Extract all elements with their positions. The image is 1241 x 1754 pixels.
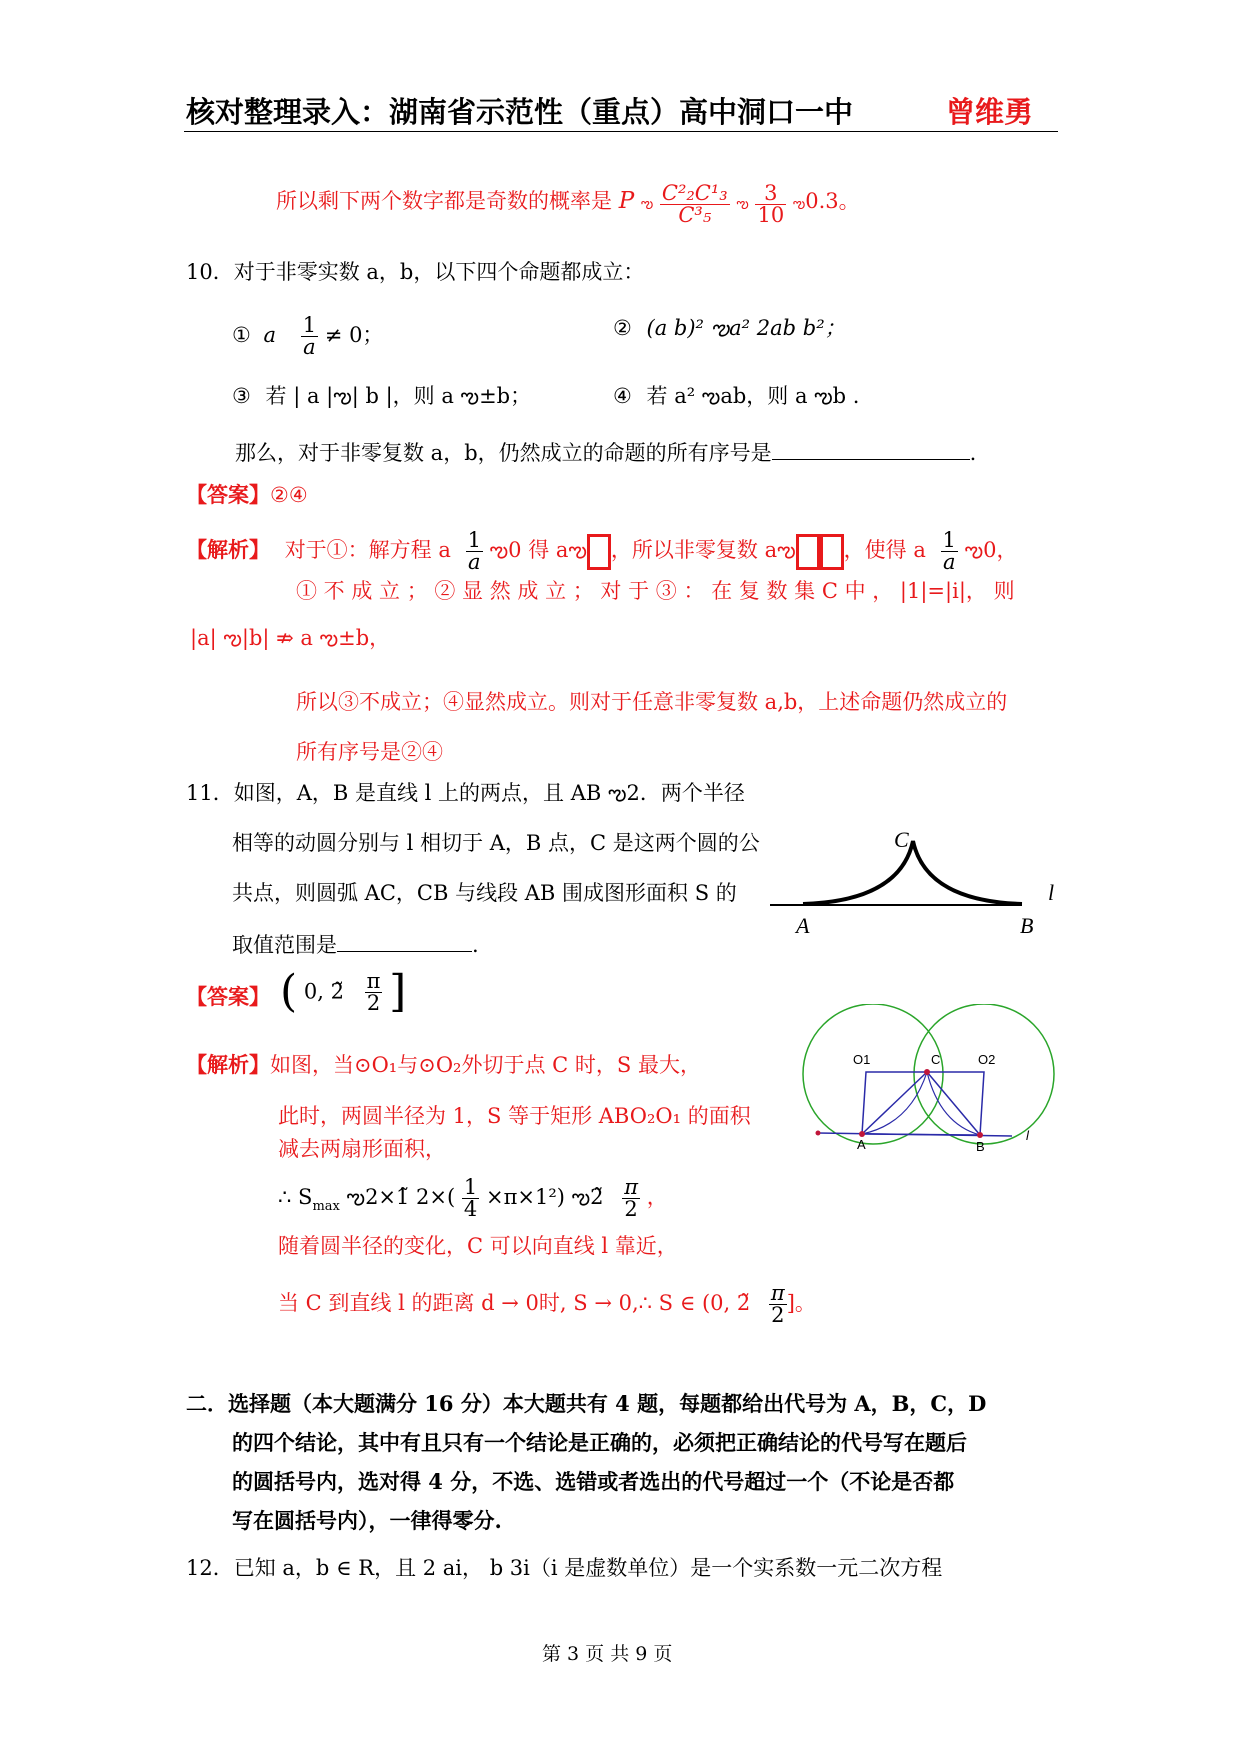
q11-a4-end: ， [646, 1185, 668, 1209]
q11-a4-fd: 4 [463, 1197, 478, 1221]
q11-a4-frac [462, 1177, 479, 1220]
q11-line3: 共点，则圆弧 AC，CB 与线段 AB 围成图形面积 S 的 [232, 881, 737, 905]
prev-op3: ఌ [792, 196, 806, 212]
q11-line1: 11．如图，A，B 是直线 l 上的两点，且 AB ఌ2．两个半径 [186, 781, 745, 805]
q10-p3-num: ③ [232, 384, 251, 408]
q11-a6-pd: 2 [771, 1303, 785, 1327]
q11-a6-end: ]。 [786, 1291, 816, 1315]
q10-prop2 [613, 318, 846, 339]
q11-a4-pd: 2 [624, 1197, 638, 1221]
prev-end: 。 [838, 189, 860, 213]
q11-a4-pre: ∴ S [278, 1185, 313, 1209]
point-l-end [816, 1131, 821, 1136]
interval-two: 2̃ [330, 979, 344, 1004]
interval-left: 0, [303, 979, 324, 1004]
q10-analysis-line4: 所以③不成立；④显然成立。则对于任意非零复数 a,b，上述命题仍然成立的 [296, 690, 1008, 714]
label-O2: O2 [978, 1052, 996, 1067]
q11-analysis-line6 [278, 1283, 816, 1326]
q10-analysis-line1 [186, 530, 1017, 573]
q11-analysis-line5: 随着圆半径的变化，C 可以向直线 l 靠近， [278, 1234, 678, 1258]
q11-a4-mid: ఌ2×1̃ 2×( [346, 1185, 456, 1209]
segment-ac [862, 1072, 927, 1134]
header-author: 曾维勇 [946, 95, 1034, 129]
q11-a6-frac [769, 1283, 787, 1326]
point-C [924, 1069, 930, 1075]
label-A: A [796, 913, 810, 936]
q11-a1: 如图，当⊙O₁与⊙O₂外切于点 C 时，S 最大， [270, 1053, 701, 1077]
q10-analysis-line3: |a| ఌ|b| ⇏ a ఌ±b， [190, 626, 391, 650]
section2-line3: 的圆括号内，选对得 4 分，不选、选错或者选出的代号超过一个（不论是否都 [232, 1469, 955, 1494]
q11-answer-label: 【答案】 [186, 984, 270, 1009]
missing-glyph-box [820, 534, 844, 570]
q11-a4-pn: π [624, 1175, 638, 1199]
q11-a4-fn: 1 [463, 1175, 478, 1199]
q11-a4-frac2 [622, 1177, 640, 1220]
q11-period: . [472, 933, 479, 957]
q12-line1: 12．已知 a，b ∈ R，且 2 ai， b 3i（i 是虚数单位）是一个实系数一元二次方程 [186, 1556, 943, 1580]
label-l: l [1026, 1128, 1029, 1143]
interval-2: 2 [366, 990, 381, 1015]
q11-a4-sub: max [312, 1199, 340, 1214]
header-title: 核对整理录入：湖南省示范性（重点）高中洞口一中 [186, 95, 854, 129]
interval-open-paren: ( [280, 966, 298, 1017]
q11-answer [186, 986, 270, 1008]
interval-frac [365, 968, 383, 1015]
q11-answer-interval [280, 966, 407, 1017]
prev-frac-num: C²₂C¹₃ [661, 181, 728, 205]
q10-a1-frac2 [941, 530, 958, 573]
prev-frac-c [660, 183, 730, 226]
q10-answer-label: 【答案】 [186, 482, 270, 507]
label-A: A [857, 1137, 866, 1152]
prev-frac2-num: 3 [755, 183, 786, 205]
prev-frac-310 [755, 183, 786, 226]
q10-prop3 [232, 386, 531, 407]
q10-a1-end: ఌ0， [964, 538, 1018, 562]
q11-figure-circles [800, 1004, 1060, 1154]
q10-analysis-line2: ① 不 成 立 ； ② 显 然 成 立 ； 对 于 ③ ： 在 复 数 集 C 中 ， |1|=|i|， 则 [296, 579, 1015, 603]
label-B: B [1020, 913, 1034, 936]
q11-analysis-line3: 减去两扇形面积， [278, 1137, 446, 1161]
section2-line2: 的四个结论，其中有且只有一个结论是正确的，必须把正确结论的代号写在题后 [232, 1430, 967, 1455]
q10-a1-mid2: ，所以非零复数 aఌ [610, 538, 796, 562]
q10-a1-fd: a [468, 550, 481, 574]
q10-p1-frac [301, 315, 318, 358]
section2-line1: 二．选择题（本大题满分 16 分）本大题共有 4 题，每题都给出代号为 A，B，C，D [186, 1391, 987, 1416]
q11-line2: 相等的动圆分别与 l 相切于 A，B 点，C 是这两个圆的公 [232, 831, 760, 855]
q11-analysis-line2: 此时，两圆半径为 1，S 等于矩形 ABO₂O₁ 的面积 [278, 1104, 751, 1128]
q10-p3-text: 若 | a |ఌ| b |，则 a ఌ±b； [265, 384, 532, 408]
q10-p2-num: ② [613, 316, 632, 340]
prev-frac2-den: 10 [757, 203, 785, 227]
q11-figure-cusp [770, 826, 1070, 936]
q10-a1-pre: 对于①：解方程 a [284, 538, 451, 562]
prev-result: 0.3 [805, 189, 839, 213]
q11-a4-mid2: ×π×1²) ఌ2̃ [485, 1185, 604, 1209]
q10-stem: 10．对于非零实数 a，b，以下四个命题都成立： [186, 260, 645, 284]
missing-glyph-box [587, 534, 611, 570]
q11-a6-pre: 当 C 到直线 l 的距离 d → 0时, S → 0,∴ S ∈ (0, 2̃ [278, 1291, 751, 1315]
q10-p2-text: (a b)² ఌa² 2ab b²； [646, 316, 846, 340]
section2-line4: 写在圆括号内），一律得零分. [232, 1508, 502, 1533]
q10-p1-frac-d: a [303, 335, 316, 359]
q10-prop1 [232, 315, 383, 358]
q10-p1-a: a [263, 323, 277, 347]
q11-line4-text: 取值范围是 [232, 933, 337, 957]
q11-answer-blank [337, 933, 472, 952]
segment-cb [927, 1072, 980, 1135]
q11-line4 [232, 933, 479, 956]
label-C: C [894, 827, 909, 852]
q10-answer [186, 484, 308, 506]
q10-answer-value: ②④ [270, 483, 308, 507]
prev-op2: ఌ [736, 196, 749, 212]
q10-a1-frac [466, 530, 483, 573]
label-C: C [931, 1052, 941, 1067]
q10-analysis-line5: 所有序号是②④ [296, 740, 443, 764]
q10-p1-num: ① [232, 323, 251, 347]
label-B: B [976, 1139, 985, 1154]
q11-analysis-line1 [186, 1054, 701, 1076]
q10-a1-mid: ఌ0 得 aఌ [489, 538, 587, 562]
point-B [977, 1132, 983, 1138]
prev-text: 所以剩下两个数字都是奇数的概率是 [276, 189, 612, 213]
label-l: l [1048, 880, 1055, 905]
q10-p4-text: 若 a² ఌab，则 a ఌb . [646, 384, 860, 408]
missing-glyph-box [796, 534, 820, 570]
prev-conclusion [276, 183, 860, 226]
q10-question [235, 441, 976, 464]
q10-p1-frac-n: 1 [302, 313, 317, 337]
page-footer: 第 3 页 共 9 页 [542, 1643, 673, 1665]
prev-op1: ఌ [640, 196, 654, 212]
q10-analysis-label: 【解析】 [186, 537, 270, 562]
q10-a1-fn2: 1 [942, 528, 956, 552]
header-rule [184, 131, 1058, 132]
q10-prop4 [613, 386, 859, 407]
q10-p4-num: ④ [613, 384, 632, 408]
label-O1: O1 [853, 1052, 871, 1067]
q10-question-text: 那么，对于非零复数 a，b，仍然成立的命题的所有序号是 [235, 441, 772, 465]
q11-a6-pn: π [770, 1281, 785, 1305]
q10-a1-fn: 1 [467, 528, 481, 552]
interval-close-bracket: ] [389, 966, 407, 1017]
q10-answer-blank [772, 441, 970, 460]
prev-P: P [618, 188, 635, 214]
q10-a1-fd2: a [942, 550, 956, 574]
q11-analysis-line4 [278, 1177, 668, 1220]
q11-analysis-label: 【解析】 [186, 1052, 270, 1077]
q10-a1-mid3: ，使得 a [843, 538, 926, 562]
arc-ac-cb [803, 841, 1022, 904]
interval-pi: π [366, 968, 381, 993]
q10-p1-tail: ≠ 0； [324, 323, 384, 347]
q10-period: . [969, 441, 977, 465]
prev-frac-den: C³₅ [678, 203, 712, 227]
